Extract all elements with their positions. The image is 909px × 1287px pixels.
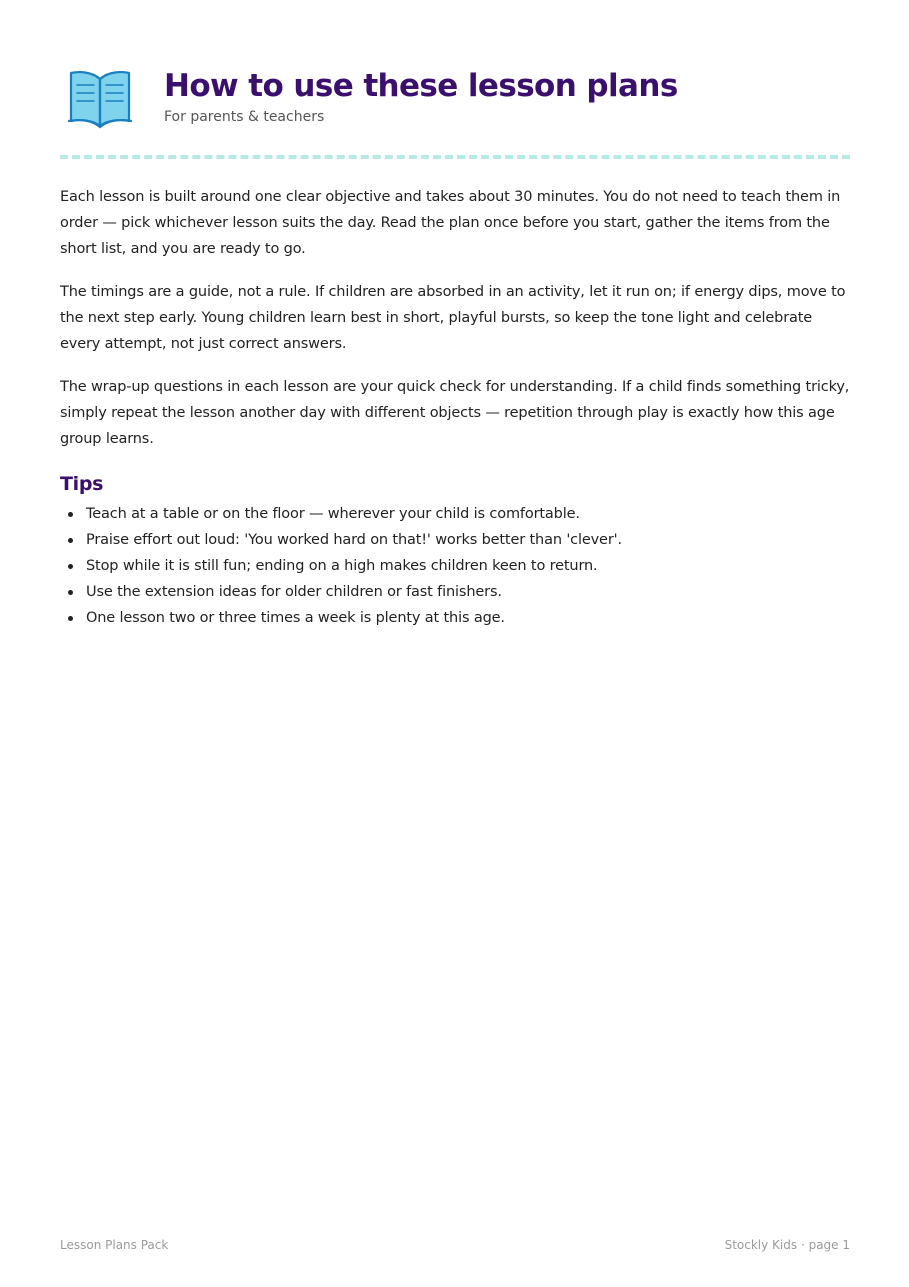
tips-heading: Tips: [60, 473, 104, 495]
tips-list: [60, 501, 850, 631]
wrap-up-paragraph: The wrap-up questions in each lesson are your quick check for understanding. If a child finds something tricky, simply repeat the lesson another day with different objects — repetition through play is exactly how this age group learns.: [60, 379, 850, 447]
tip-text: Use the extension ideas for older children or fast finishers.: [86, 584, 502, 600]
bullet-icon: [68, 564, 73, 569]
intro-paragraph: Each lesson is built around one clear objective and takes about 30 minutes. You do not need to teach them in order — pick whichever lesson suits the day. Read the plan once before you start, gather the items from the short list, and you are ready to go.: [60, 189, 841, 257]
page-title: How to use these lesson plans: [164, 68, 678, 104]
bullet-icon: [68, 616, 73, 621]
tip-item: [60, 579, 850, 605]
tip-text: Stop while it is still fun; ending on a high makes children keen to return.: [86, 558, 598, 574]
tip-text: Teach at a table or on the floor — wherever your child is comfortable.: [86, 506, 580, 522]
page-subtitle: For parents & teachers: [164, 109, 325, 125]
header-divider: [60, 155, 850, 159]
tip-item: [60, 501, 850, 527]
tip-text: One lesson two or three times a week is plenty at this age.: [86, 610, 505, 626]
tip-item: [60, 527, 850, 553]
tip-item: [60, 605, 850, 631]
bullet-icon: [68, 512, 73, 517]
open-book-icon: [68, 69, 132, 129]
bullet-icon: [68, 590, 73, 595]
tip-text: Praise effort out loud: 'You worked hard on that!' works better than 'clever'.: [86, 532, 622, 548]
timings-paragraph: The timings are a guide, not a rule. If children are absorbed in an activity, let it run on; if energy dips, move to the next step early. Young children learn best in short, playful bursts, so keep the tone light and celebrate every attempt, not just correct answers.: [60, 284, 846, 352]
main-content: [60, 184, 850, 631]
footer-pack-name: Lesson Plans Pack: [60, 1238, 169, 1252]
tip-item: [60, 553, 850, 579]
page-header: [60, 62, 850, 142]
bullet-icon: [68, 538, 73, 543]
footer-page-number: Stockly Kids · page 1: [724, 1238, 850, 1252]
